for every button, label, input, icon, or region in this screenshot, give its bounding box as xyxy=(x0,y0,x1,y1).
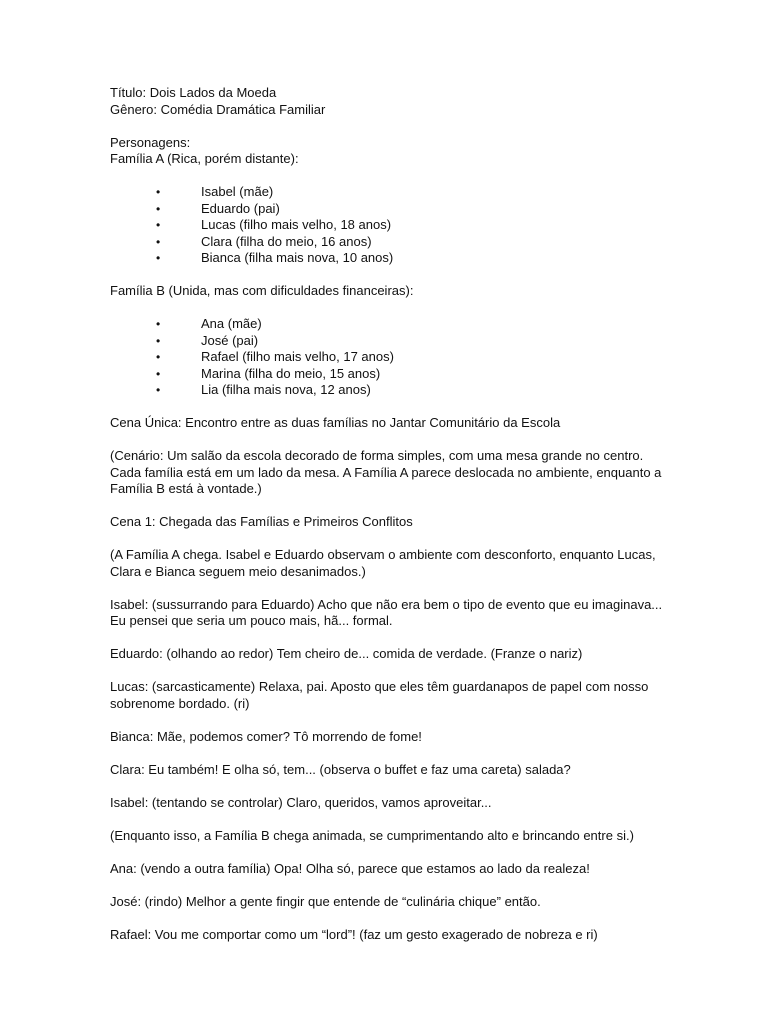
family-b-list xyxy=(110,316,670,399)
list-item: • Bianca (filha mais nova, 10 anos) xyxy=(156,250,394,265)
dialogue-block xyxy=(110,729,670,746)
dialogue-line: Eu pensei que seria um pouco mais, hã... formal. xyxy=(110,613,393,628)
dialogue-line: Lucas: (sarcasticamente) Relaxa, pai. Aposto que eles têm guardanapos de papel com nosso xyxy=(110,679,649,694)
list-item: • Eduardo (pai) xyxy=(156,200,280,216)
family-b-label: Família B (Unida, mas com dificuldades financeiras): xyxy=(110,283,414,298)
dialogue-block xyxy=(110,828,670,845)
dialogue-line: (A Família A chega. Isabel e Eduardo observam o ambiente com desconforto, enquanto Lucas, xyxy=(110,547,656,562)
setting-paragraph xyxy=(110,448,670,498)
bullet-icon: • xyxy=(156,317,161,331)
bullet-icon: • xyxy=(156,383,161,397)
dialogue-line: Isabel: (tentando se controlar) Claro, queridos, vamos aproveitar... xyxy=(110,794,492,810)
bullet-icon: • xyxy=(156,185,161,199)
paragraph-line: Cada família está em um lado da mesa. A Família A parece deslocada no ambiente, enquanto a xyxy=(110,464,662,480)
dialogue-line: Rafael: Vou me comportar como um “lord”! (faz um gesto exagerado de nobreza e ri) xyxy=(110,926,598,942)
bullet-icon: • xyxy=(156,234,161,249)
list-item: • Rafael (filho mais velho, 17 anos) xyxy=(156,349,394,364)
list-item: • Clara (filha do meio, 16 anos) xyxy=(156,233,372,249)
dialogue-line: Clara: Eu também! E olha só, tem... (observa o buffet e faz uma careta) salada? xyxy=(110,761,571,777)
dialogue-line: Bianca: Mãe, podemos comer? Tô morrendo de fome! xyxy=(110,728,422,744)
dialogue-block xyxy=(110,795,670,812)
dialogue-block xyxy=(110,861,670,878)
title-line: Título: Dois Lados da Moeda xyxy=(110,85,277,100)
document-body xyxy=(110,85,670,943)
genre-line: Gênero: Comédia Dramática Familiar xyxy=(110,101,326,117)
characters-heading: Personagens: xyxy=(110,134,191,150)
paragraph-line: Família B está à vontade.) xyxy=(110,481,262,496)
list-item: • Lucas (filho mais velho, 18 anos) xyxy=(156,217,392,232)
list-item: • Ana (mãe) xyxy=(156,316,262,331)
dialogue-block xyxy=(110,597,670,630)
dialogue-line: José: (rindo) Melhor a gente fingir que entende de “culinária chique” então. xyxy=(110,893,541,909)
bullet-icon: • xyxy=(156,366,161,381)
dialogue-block xyxy=(110,646,670,663)
dialogue-block xyxy=(110,762,670,779)
bullet-icon: • xyxy=(156,251,161,265)
family-a-label: Família A (Rica, porém distante): xyxy=(110,151,299,166)
dialogue-line: (Enquanto isso, a Família B chega animada, se cumprimentando alto e brincando entre si.) xyxy=(110,827,634,843)
dialogue-line: Isabel: (sussurrando para Eduardo) Acho que não era bem o tipo de evento que eu imaginava... xyxy=(110,596,663,612)
dialogue-block xyxy=(110,894,670,911)
paragraph-line: (Cenário: Um salão da escola decorado de forma simples, com uma mesa grande no centro. xyxy=(110,448,644,463)
dialogue-line: Ana: (vendo a outra família) Opa! Olha só, parece que estamos ao lado da realeza! xyxy=(110,860,590,876)
scene1-title: Cena 1: Chegada das Famílias e Primeiros Conflitos xyxy=(110,514,413,529)
dialogue-line: Eduardo: (olhando ao redor) Tem cheiro de... comida de verdade. (Franze o nariz) xyxy=(110,646,583,661)
bullet-icon: • xyxy=(156,333,161,348)
bullet-icon: • xyxy=(156,218,161,232)
list-item: • Isabel (mãe) xyxy=(156,184,274,199)
bullet-icon: • xyxy=(156,350,161,364)
list-item: • Marina (filha do meio, 15 anos) xyxy=(156,365,381,381)
dialogue-line: sobrenome bordado. (ri) xyxy=(110,695,250,711)
scene-title: Cena Única: Encontro entre as duas famílias no Jantar Comunitário da Escola xyxy=(110,415,561,430)
scene1-dialogue xyxy=(110,531,670,944)
dialogue-block xyxy=(110,547,670,580)
list-item: • José (pai) xyxy=(156,332,259,348)
list-item: • Lia (filha mais nova, 12 anos) xyxy=(156,382,371,397)
bullet-icon: • xyxy=(156,201,161,216)
dialogue-block xyxy=(110,679,670,712)
dialogue-block xyxy=(110,927,670,944)
dialogue-line: Clara e Bianca seguem meio desanimados.) xyxy=(110,563,366,579)
family-a-list xyxy=(110,184,670,267)
